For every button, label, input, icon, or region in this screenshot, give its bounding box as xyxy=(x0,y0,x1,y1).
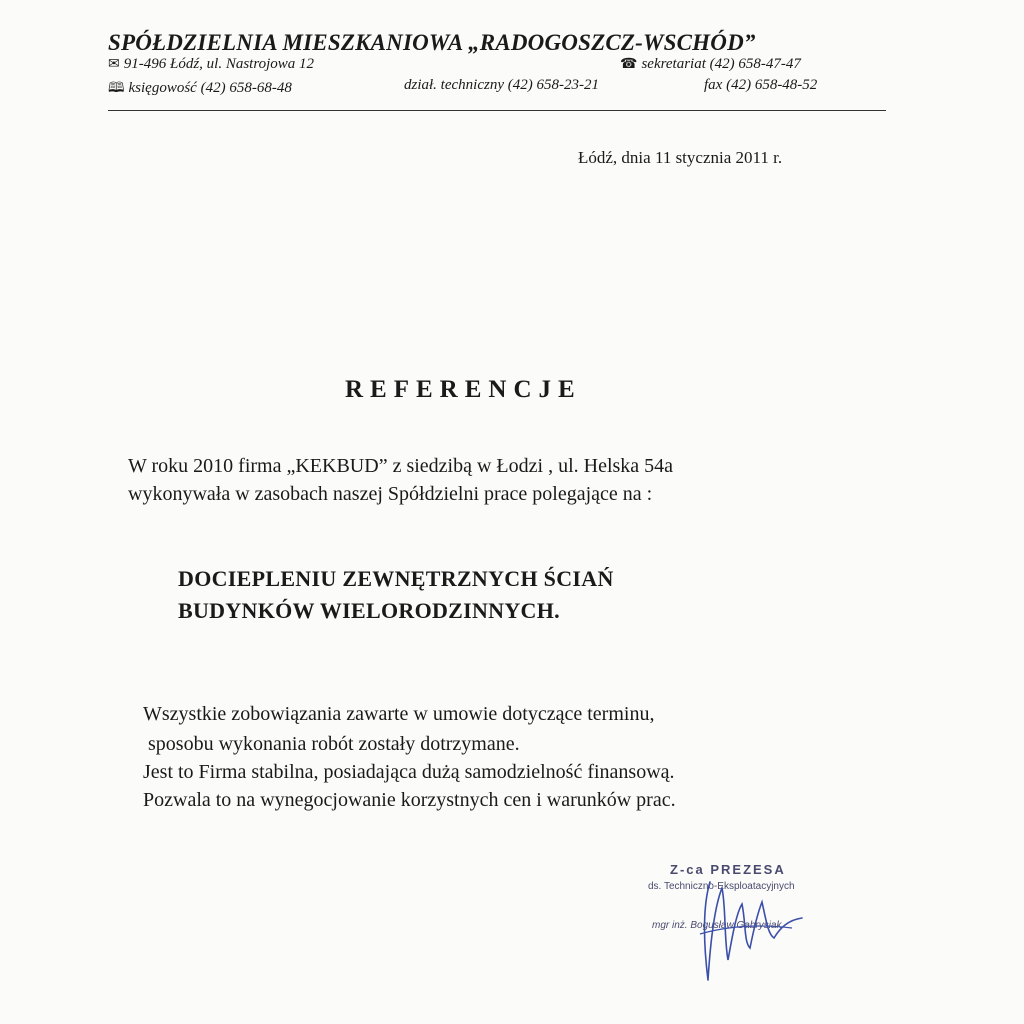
organization-name: SPÓŁDZIELNIA MIESZKANIOWA „RADOGOSZCZ-WSCHÓD” xyxy=(108,30,756,55)
letter-date: Łódź, dnia 11 stycznia 2011 r. xyxy=(578,148,783,167)
document-title: REFERENCJE xyxy=(345,376,582,403)
address-text: 91-496 Łódź, ul. Nastrojowa 12 xyxy=(123,56,315,72)
closing-line-4: Pozwala to na wynegocjowanie korzystnych cen i warunków prac. xyxy=(143,789,676,811)
closing-line-2: sposobu wykonania robót zostały dotrzymane. xyxy=(148,733,520,755)
book-icon: 🕮 xyxy=(108,81,125,96)
accounting-phone: księgowość (42) 658-68-48 xyxy=(128,80,292,96)
intro-line-1: W roku 2010 firma „KEKBUD” z siedzibą w Łodzi , ul. Helska 54a xyxy=(128,455,674,477)
letterhead-divider xyxy=(108,110,886,111)
closing-line-3: Jest to Firma stabilna, posiadająca dużą samodzielność finansową. xyxy=(143,761,675,783)
fax-number: fax (42) 658-48-52 xyxy=(704,77,818,93)
stamp-title: Z-ca PREZESA xyxy=(670,862,786,877)
stamp-subtitle: ds. Techniczno-Eksploatacyjnych xyxy=(648,881,795,892)
emphasis-line-1: DOCIEPLENIU ZEWNĘTRZNYCH ŚCIAŃ xyxy=(178,566,614,591)
emphasis-line-2: BUDYNKÓW WIELORODZINNYCH. xyxy=(178,598,560,623)
telephone-icon: ☎ xyxy=(620,57,638,72)
intro-line-2: wykonywała w zasobach naszej Spółdzielni prace polegające na : xyxy=(128,483,653,505)
secretariat-phone: sekretariat (42) 658-47-47 xyxy=(641,56,801,72)
letterhead xyxy=(108,30,886,98)
letterhead-row-2 xyxy=(108,77,886,98)
letterhead-row-1 xyxy=(108,56,886,77)
technical-phone: dział. techniczny (42) 658-23-21 xyxy=(404,77,599,93)
closing-line-1: Wszystkie zobowiązania zawarte w umowie dotyczące terminu, xyxy=(143,703,655,725)
stamp-name: mgr inż. Bogusław Gabrysiak xyxy=(652,920,782,931)
envelope-icon: ✉ xyxy=(108,57,120,72)
handwritten-signature xyxy=(688,868,818,998)
